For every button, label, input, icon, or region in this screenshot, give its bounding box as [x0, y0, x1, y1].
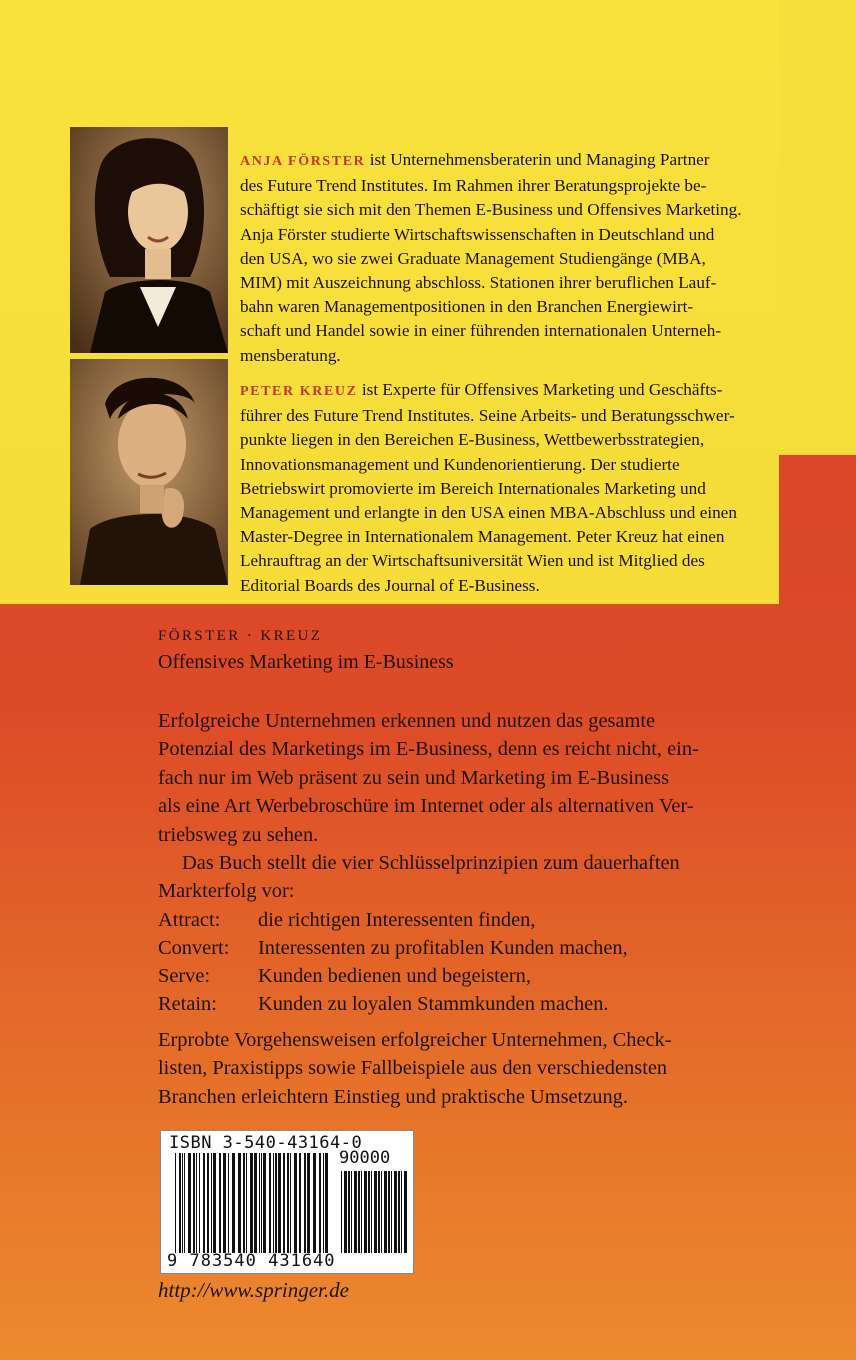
barcode-bar — [299, 1153, 301, 1253]
blurb-line: Branchen erleichtern Einstieg und praktische Umsetzung. — [158, 1085, 628, 1108]
bio-line: Management und erlangte in den USA einen MBA-Abschluss und einen — [240, 503, 737, 523]
blurb-line: listen, Praxistipps sowie Fallbeispiele aus den verschiedensten — [158, 1057, 668, 1080]
principle-desc: Kunden zu loyalen Stammkunden machen. — [258, 993, 609, 1015]
barcode-bar — [259, 1153, 260, 1253]
barcode-bar — [203, 1153, 205, 1253]
price-code: 90000 — [339, 1148, 391, 1168]
blurb-paragraph-2 — [158, 849, 738, 906]
bio-line: Anja Förster studierte Wirtschaftswissenschaften in Deutschland und — [240, 224, 715, 244]
principle-term: Attract: — [158, 909, 221, 931]
barcode-bar — [384, 1171, 387, 1253]
barcode-bar — [307, 1153, 310, 1253]
barcode-bar — [207, 1153, 209, 1253]
blurb-line: Potenzial des Marketings im E-Business, denn es reicht nicht, ein- — [158, 738, 699, 761]
barcode-bar — [175, 1153, 176, 1253]
bio-line: schäftigt sie sich mit den Themen E-Business und Offensives Marketing. — [240, 200, 742, 220]
barcode-bar — [196, 1153, 197, 1253]
barcode-bar — [219, 1153, 221, 1253]
barcode-bar — [283, 1153, 285, 1253]
blurb-line: Erprobte Vorgehensweisen erfolgreicher Unternehmen, Check- — [158, 1029, 672, 1051]
principle-desc: die richtigen Interessenten finden, — [258, 909, 536, 931]
barcode-bar — [223, 1153, 226, 1253]
ean-number: 9 783540 431640 — [167, 1251, 336, 1271]
barcode-bar — [232, 1153, 235, 1253]
bio-line: ist Unternehmensberaterin und Managing Partner — [365, 150, 710, 169]
barcode-bar — [378, 1171, 380, 1253]
cover-background-yellow-strip — [779, 0, 856, 455]
bio-line: MIM) mit Auszeichnung abschloss. Stationen ihrer beruflichen Lauf- — [240, 273, 717, 293]
principle-desc: Kunden bedienen und begeistern, — [258, 965, 531, 987]
barcode-bar — [188, 1153, 191, 1253]
barcode-bar — [193, 1153, 195, 1253]
barcode-bar — [368, 1171, 370, 1253]
barcode-bar — [199, 1153, 200, 1253]
barcode-bar — [294, 1153, 297, 1253]
principle-desc: Interessenten zu profitablen Kunden machen, — [258, 937, 628, 959]
principle-term: Retain: — [158, 993, 217, 1015]
barcode-bar — [401, 1171, 402, 1253]
principle-retain — [158, 990, 609, 1018]
barcode-bar — [344, 1171, 347, 1253]
author-name-foerster: ANJA FÖRSTER — [240, 154, 366, 169]
authors-byline: FÖRSTER · KREUZ — [158, 628, 323, 644]
bio-line: bahn waren Managementpositionen in den Branchen Energiewirt- — [240, 297, 694, 317]
barcode-bar — [182, 1153, 183, 1253]
barcode-bar — [213, 1153, 216, 1253]
barcode-bar — [287, 1153, 289, 1253]
blurb-paragraph-1 — [158, 707, 738, 849]
author-photo-kreuz — [70, 359, 228, 585]
bio-line: den USA, wo sie zwei Graduate Management Studiengänge (MBA, — [240, 248, 706, 268]
bio-line: Innovationsmanagement und Kundenorientierung. Der studierte — [240, 454, 680, 474]
blurb-line: Das Buch stellt die vier Schlüsselprinzipien zum dauerhaften — [182, 852, 680, 874]
blurb-line: als eine Art Werbebroschüre im Internet oder als alternativen Ver- — [158, 795, 694, 818]
barcode-bar — [394, 1171, 397, 1253]
isbn-barcode — [160, 1130, 414, 1274]
barcode-bar — [354, 1171, 357, 1253]
principle-serve — [158, 962, 531, 990]
bio-kreuz — [240, 378, 770, 598]
barcode-bar — [261, 1153, 262, 1253]
barcode-bar — [325, 1153, 328, 1253]
barcode-bar — [269, 1153, 271, 1253]
bio-line: Betriebswirt promovierte im Bereich Internationales Marketing und — [240, 478, 706, 498]
barcode-bar — [228, 1153, 229, 1253]
barcode-bar — [238, 1153, 241, 1253]
barcode-bar — [348, 1171, 350, 1253]
barcode-bar — [381, 1171, 382, 1253]
blurb-line: Markterfolg vor: — [158, 880, 295, 903]
bio-line: Editorial Boards des Journal of E-Business. — [240, 575, 540, 595]
bio-line: führer des Future Trend Institutes. Seine Arbeits- und Beratungsschwer- — [240, 406, 735, 426]
principle-attract — [158, 906, 535, 934]
barcode-bar — [404, 1171, 407, 1253]
publisher-url[interactable]: http://www.springer.de — [158, 1278, 349, 1302]
barcode-bar — [361, 1171, 362, 1253]
barcode-bar — [313, 1153, 316, 1253]
barcode-bar — [275, 1153, 277, 1253]
book-title: Offensives Marketing im E-Business — [158, 651, 454, 673]
isbn-number: ISBN 3-540-43164-0 — [169, 1133, 363, 1153]
principle-term: Convert: — [158, 937, 230, 959]
barcode-bar — [254, 1153, 257, 1253]
barcode-bar — [211, 1153, 212, 1253]
barcode-bar — [250, 1153, 253, 1253]
barcode-bar — [246, 1153, 247, 1253]
barcode-bar — [351, 1171, 352, 1253]
barcode-bar — [290, 1153, 291, 1253]
barcode-bar — [364, 1171, 367, 1253]
barcode-bar — [358, 1171, 360, 1253]
principle-convert — [158, 934, 628, 962]
barcode-bar — [319, 1153, 321, 1253]
barcode-bar — [273, 1153, 274, 1253]
barcode-bar — [323, 1153, 324, 1253]
barcode-bar — [243, 1153, 245, 1253]
barcode-bar — [388, 1171, 390, 1253]
bio-line: des Future Trend Institutes. Im Rahmen ihrer Beratungsprojekte be- — [240, 176, 707, 196]
bio-line: Master-Degree in Internationalem Management. Peter Kreuz hat einen — [240, 527, 725, 547]
barcode-bar — [278, 1153, 281, 1253]
barcode-bar — [184, 1153, 185, 1253]
barcode-bar — [371, 1171, 372, 1253]
author-photo-foerster — [70, 127, 228, 353]
blurb-line: fach nur im Web präsent zu sein und Marketing im E-Business — [158, 766, 670, 789]
bio-line: schaft und Handel sowie in einer führenden internationalen Unterneh- — [240, 321, 722, 341]
bio-line: Lehrauftrag an der Wirtschaftsuniversität Wien und ist Mitglied des — [240, 551, 705, 571]
bio-line: punkte liegen in den Bereichen E-Business, Wettbewerbsstrategien, — [240, 430, 705, 450]
barcode-bar — [398, 1171, 400, 1253]
barcode-bar — [341, 1171, 342, 1253]
bio-foerster — [240, 148, 770, 368]
addon-barcode-bars — [341, 1171, 407, 1253]
barcode-bar — [263, 1153, 266, 1253]
barcode-bar — [304, 1153, 306, 1253]
principle-term: Serve: — [158, 965, 211, 987]
bio-line: mensberatung. — [240, 345, 341, 365]
blurb-paragraph-3 — [158, 1026, 738, 1111]
blurb-line: triebsweg zu sehen. — [158, 823, 319, 846]
blurb-line: Erfolgreiche Unternehmen erkennen und nutzen das gesamte — [158, 710, 656, 732]
bio-line: ist Experte für Offensives Marketing und Geschäfts- — [357, 380, 723, 399]
barcode-bar — [374, 1171, 377, 1253]
author-name-kreuz: PETER KREUZ — [240, 384, 358, 399]
barcode-bar — [391, 1171, 392, 1253]
barcode-bar — [179, 1153, 181, 1253]
ean-barcode-bars — [175, 1153, 333, 1253]
